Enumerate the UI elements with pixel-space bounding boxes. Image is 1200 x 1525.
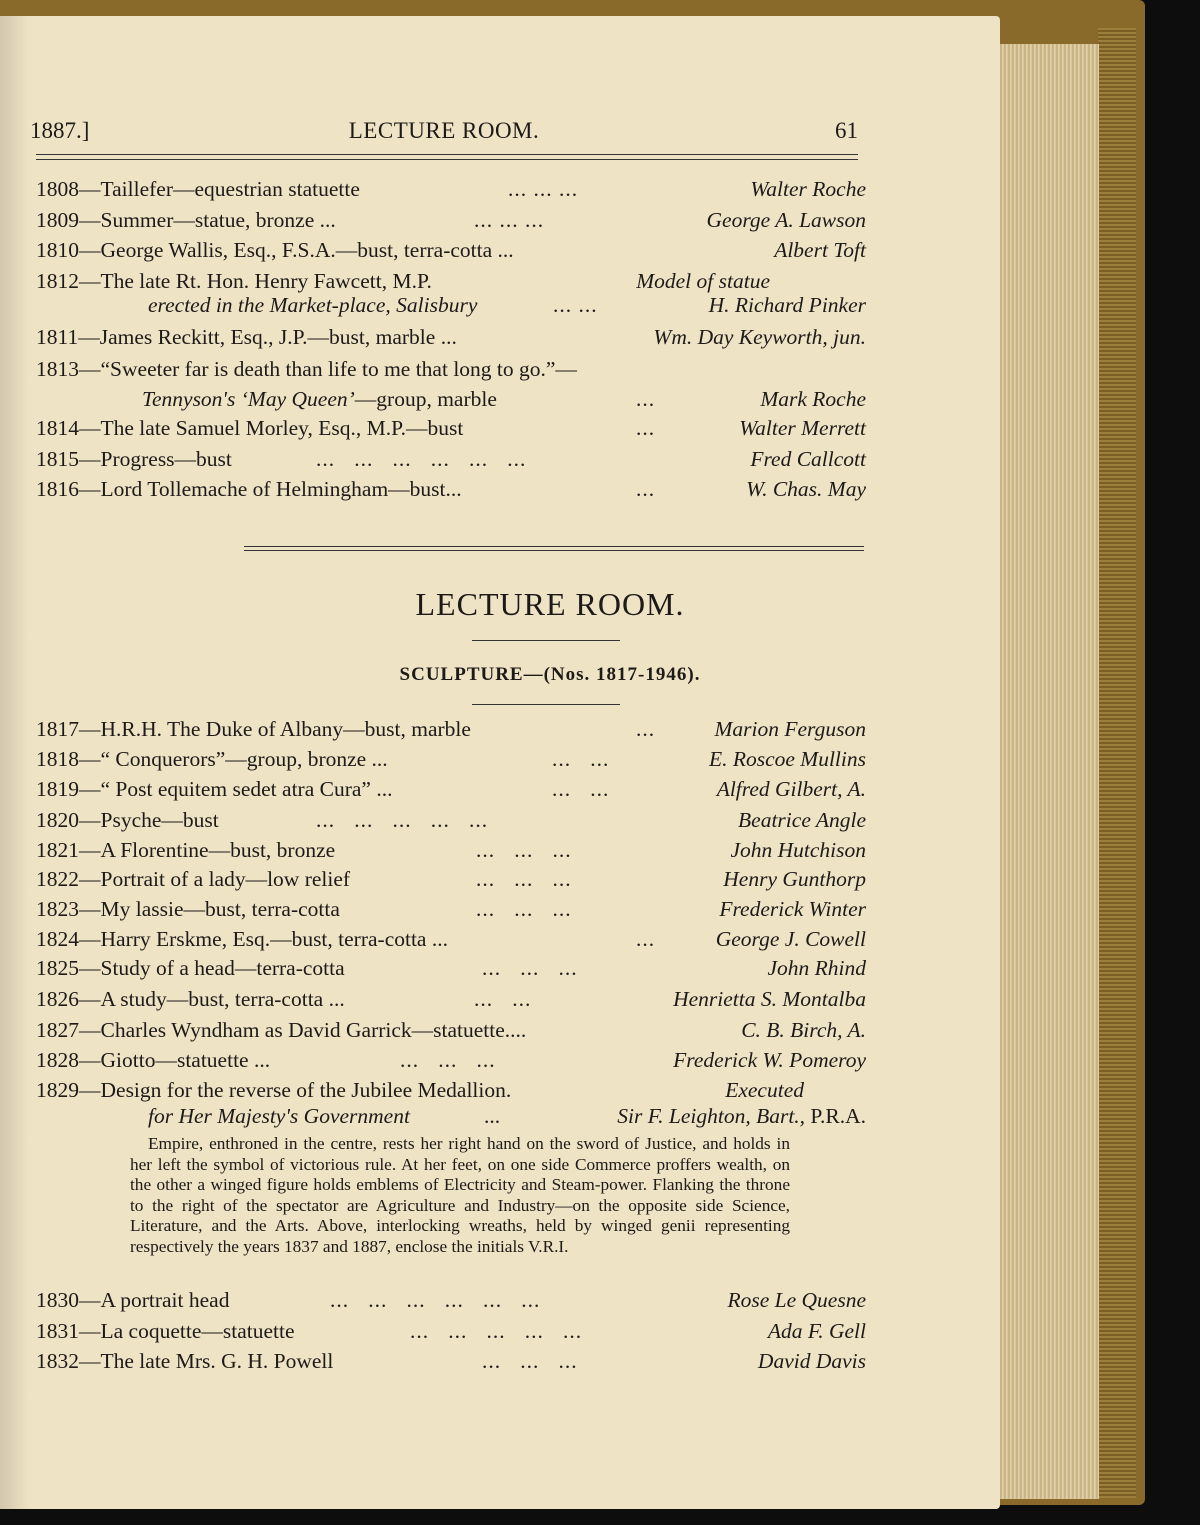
entry-1808	[36, 174, 866, 204]
entry-text: 1832—The late Mrs. G. H. Powell	[36, 1349, 334, 1373]
entry-1822	[36, 864, 866, 894]
gutter-shadow	[0, 16, 30, 1509]
leader-dots: ... ... ...	[482, 1349, 578, 1373]
artist-name: Sir F. Leighton, Bart., P.R.A.	[617, 1104, 866, 1128]
entry-text: 1824—Harry Erskme, Esq.—bust, terra-cotta ...	[36, 927, 448, 951]
entry-1814	[36, 413, 866, 443]
entry-1813-continuation: Tennyson's ‘May Queen’—group, marble	[142, 387, 497, 411]
entry-text: 1812—The late Rt. Hon. Henry Fawcett, M.P.	[36, 269, 432, 293]
entry-1816	[36, 474, 866, 504]
entry-text: 1809—Summer—statue, bronze ...	[36, 208, 336, 232]
leader-dots: ... ... ... ... ... ...	[330, 1288, 541, 1312]
artist-name: Henry Gunthorp	[723, 867, 866, 891]
entry-1820	[36, 805, 866, 835]
leader-dots: ...	[636, 717, 656, 741]
leader-dots: ... ... ...	[474, 208, 545, 232]
section-title-underline	[472, 640, 620, 641]
entry-1821	[36, 835, 866, 865]
artist-name: David Davis	[757, 1349, 866, 1373]
entry-text: 1829—Design for the reverse of the Jubilee Medallion.	[36, 1078, 512, 1102]
entry-text: 1811—James Reckitt, Esq., J.P.—bust, marble ...	[36, 325, 457, 349]
entry-text: 1813—“Sweeter far is death than life to me that long to go.”—	[36, 357, 577, 381]
artist-name: Alfred Gilbert, A.	[716, 777, 866, 801]
entry-text: 1814—The late Samuel Morley, Esq., M.P.—bust	[36, 416, 464, 440]
leader-dots: ... ... ...	[476, 838, 572, 862]
entry-text: 1828—Giotto—statuette ...	[36, 1048, 271, 1072]
entry-text: 1817—H.R.H. The Duke of Albany—bust, marble	[36, 717, 471, 741]
entry-1829-description	[130, 1134, 790, 1258]
leader-dots: ... ... ... ... ...	[316, 808, 489, 832]
entry-1819	[36, 774, 866, 804]
entry-note: Model of statue	[636, 269, 770, 293]
artist-name: Fred Callcott	[750, 447, 866, 471]
leader-dots: ... ...	[553, 293, 598, 317]
artist-name: Marion Ferguson	[714, 717, 866, 741]
leader-dots: ... ... ...	[508, 177, 579, 201]
artist-name: Mark Roche	[760, 387, 866, 411]
leader-dots: ... ... ... ... ...	[410, 1319, 583, 1343]
entry-text: 1810—George Wallis, Esq., F.S.A.—bust, terra-cotta ...	[36, 238, 514, 262]
leader-dots: ...	[636, 387, 656, 411]
entry-1817	[36, 714, 866, 744]
artist-name: C. B. Birch, A.	[741, 1018, 866, 1042]
entry-1828	[36, 1045, 866, 1075]
leader-dots: ...	[636, 416, 656, 440]
entry-1832	[36, 1346, 866, 1376]
entry-1825	[36, 953, 866, 983]
entry-1818	[36, 744, 866, 774]
section-title: LECTURE ROOM.	[415, 586, 685, 622]
subtitle-underline	[472, 704, 620, 705]
header-rule-top	[36, 154, 858, 155]
entry-1813	[36, 354, 866, 384]
leader-dots: ... ...	[474, 987, 532, 1011]
page-number: 61	[835, 118, 858, 143]
artist-name: Walter Roche	[750, 177, 866, 201]
entry-1812-continuation: erected in the Market-place, Salisbury	[148, 293, 478, 317]
artist-name: Wm. Day Keyworth, jun.	[653, 325, 866, 349]
entry-1827	[36, 1015, 866, 1045]
entry-text: 1821—A Florentine—bust, bronze	[36, 838, 336, 862]
artist-name: Ada F. Gell	[767, 1319, 866, 1343]
entry-text: 1818—“ Conquerors”—group, bronze ...	[36, 747, 388, 771]
entry-text: 1815—Progress—bust	[36, 447, 232, 471]
section-rule-bottom	[244, 550, 864, 551]
entry-1815	[36, 444, 866, 474]
entry-1810	[36, 235, 866, 265]
leader-dots: ... ... ...	[400, 1048, 496, 1072]
entry-text: 1816—Lord Tollemache of Helmingham—bust...	[36, 477, 462, 501]
entry-1829-continuation: for Her Majesty's Government	[148, 1104, 410, 1128]
entry-1830	[36, 1285, 866, 1315]
artist-name: Albert Toft	[774, 238, 866, 262]
artist-name: Frederick W. Pomeroy	[673, 1048, 866, 1072]
page-fore-edge	[990, 44, 1099, 1499]
entry-text: 1825—Study of a head—terra-cotta	[36, 956, 345, 980]
artist-name: John Rhind	[767, 956, 866, 980]
entry-text: 1831—La coquette—statuette	[36, 1319, 295, 1343]
artist-name: Beatrice Angle	[738, 808, 866, 832]
leader-dots: ...	[484, 1104, 501, 1128]
section-rule-top	[244, 546, 864, 547]
leader-dots: ... ...	[552, 747, 610, 771]
artist-name: Frederick Winter	[719, 897, 866, 921]
artist-name: Walter Merrett	[739, 416, 866, 440]
header-year: 1887.]	[30, 118, 90, 143]
artist-name: George A. Lawson	[706, 208, 866, 232]
entry-text: 1830—A portrait head	[36, 1288, 230, 1312]
artist-name: E. Roscoe Mullins	[708, 747, 866, 771]
entry-text: 1822—Portrait of a lady—low relief	[36, 867, 351, 891]
entry-text: 1823—My lassie—bust, terra-cotta	[36, 897, 340, 921]
entry-1823	[36, 894, 866, 924]
entry-1826	[36, 984, 866, 1014]
leader-dots: ... ... ...	[476, 897, 572, 921]
entry-text: 1827—Charles Wyndham as David Garrick—statuette....	[36, 1018, 527, 1042]
leader-dots: ... ... ... ... ... ...	[316, 447, 527, 471]
entry-text: 1819—“ Post equitem sedet atra Cura” ...	[36, 777, 393, 801]
leader-dots: ...	[636, 477, 656, 501]
description-text: Empire, enthroned in the centre, rests her right hand on the sword of Justice, and holds in her left the symbol of victorious rule. At her feet, on one side Commerce proffers wealth, on the other a winged figure holds emblems of Electricity and Steam-power. Flanking the throne to the right of the spectator are Agriculture and Industry—on the opposite side Science, Literature, and the Arts. Above, interlocking wreaths, held by winged genii representing respectively the years 1837 and 1887, enclose the initials V.R.I.	[130, 1134, 790, 1256]
entry-1831	[36, 1316, 866, 1346]
entry-text: 1820—Psyche—bust	[36, 808, 219, 832]
entry-1809	[36, 205, 866, 235]
artist-name: Rose Le Quesne	[727, 1288, 866, 1312]
leader-dots: ...	[636, 927, 656, 951]
artist-name: W. Chas. May	[746, 477, 866, 501]
entry-1824	[36, 924, 866, 954]
leader-dots: ... ... ...	[476, 867, 572, 891]
header-title: LECTURE ROOM.	[348, 118, 540, 143]
section-subtitle: SCULPTURE—(Nos. 1817-1946).	[399, 664, 701, 685]
artist-name: H. Richard Pinker	[708, 293, 866, 317]
entry-note: Executed	[725, 1078, 804, 1102]
cover-cloth-texture	[1098, 28, 1136, 1498]
artist-name: Henrietta S. Montalba	[673, 987, 866, 1011]
leader-dots: ... ... ...	[482, 956, 578, 980]
leader-dots: ... ...	[552, 777, 610, 801]
artist-name: John Hutchison	[730, 838, 866, 862]
artist-name: George J. Cowell	[715, 927, 866, 951]
entry-text: 1826—A study—bust, terra-cotta ...	[36, 987, 345, 1011]
entry-text: 1808—Taillefer—equestrian statuette	[36, 177, 360, 201]
running-header	[30, 112, 858, 152]
entry-1811	[36, 322, 866, 352]
header-rule-bottom	[36, 159, 858, 160]
